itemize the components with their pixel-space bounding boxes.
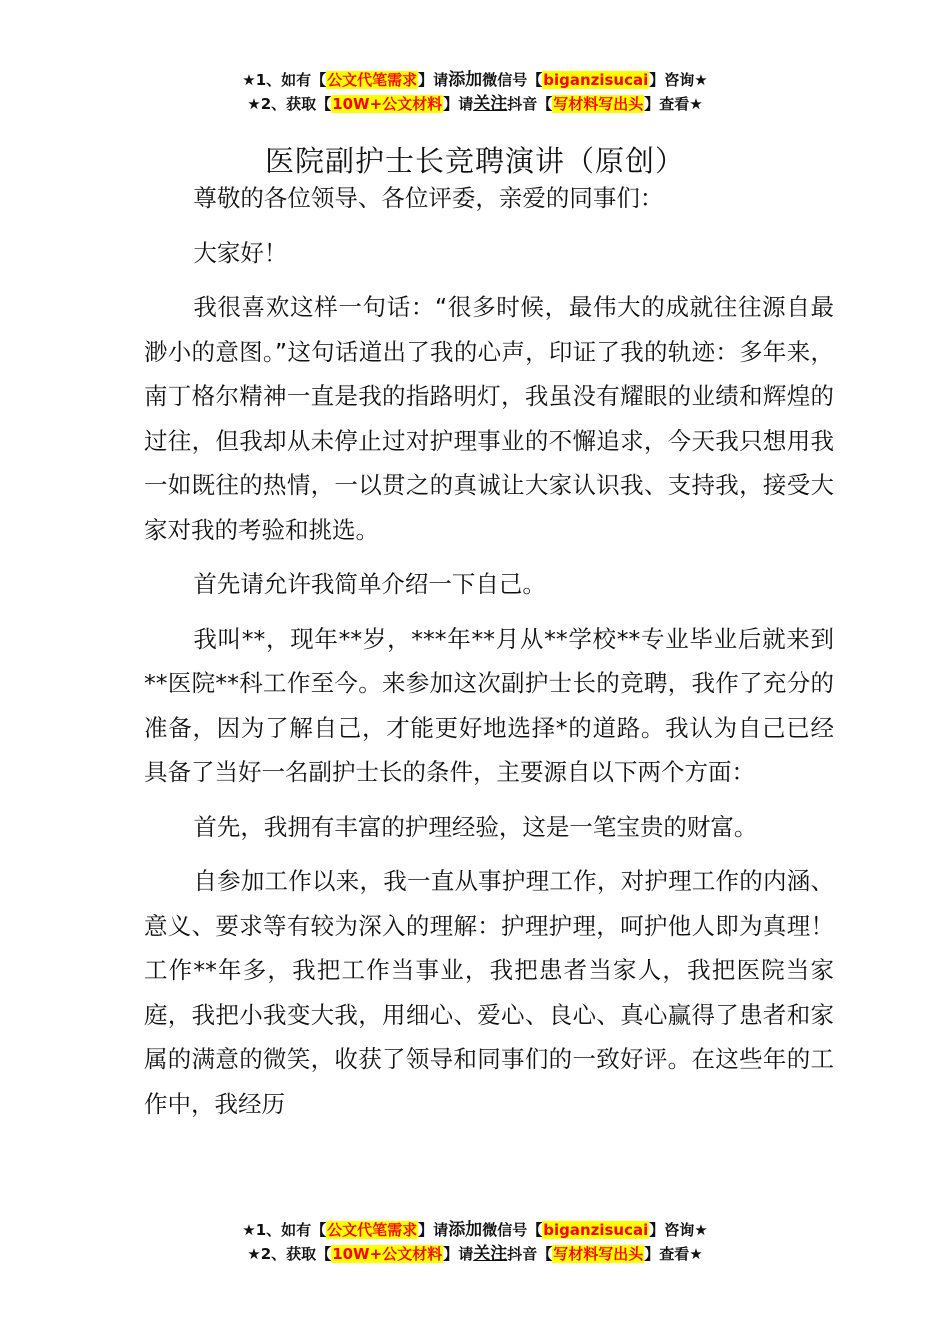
promo-text: 】咨询★ xyxy=(649,1221,708,1239)
promo-text: ★2、获取【 xyxy=(247,95,332,113)
promo-text: 抖音【 xyxy=(507,95,553,113)
paragraph-self-intro: 我叫**，现年**岁，***年**月从**学校**专业毕业后就来到**医院**科工作至今。来参加这次副护士长的竞聘，我作了充分的准备，因为了解自己，才能更好地选择*的道路。我认为自己已经具备了当好一名副护士长的条件，主要源自以下两个方面： xyxy=(144,624,834,786)
document-title: 医院副护士长竞聘演讲（原创） xyxy=(264,144,685,179)
paragraph-greeting: 大家好！ xyxy=(193,238,288,267)
bottom-promo-banner xyxy=(0,1218,950,1266)
promo-text: ★1、如有【 xyxy=(242,1221,327,1239)
top-promo-banner xyxy=(0,68,950,116)
promo-text: 】查看★ xyxy=(644,1245,703,1263)
promo-line-1 xyxy=(0,68,950,92)
promo-douyin-id: 写材料写出头 xyxy=(553,1245,644,1263)
paragraph-self-intro-lead: 首先请允许我简单介绍一下自己。 xyxy=(193,570,546,598)
promo-text: 】查看★ xyxy=(644,95,703,113)
promo-emphasis: 添加 xyxy=(448,70,483,90)
promo-text: 】请 xyxy=(418,1221,449,1239)
paragraph-salutation: 尊敬的各位领导、各位评委，亲爱的同事们： xyxy=(193,184,664,212)
promo-text: 】咨询★ xyxy=(649,71,708,89)
paragraph-intro: 我很喜欢这样一句话：“很多时候，最伟大的成就往往源自最渺小的意图。”这句话道出了我的心声，印证了我的轨迹：多年来，南丁格尔精神一直是我的指路明灯，我虽没有耀眼的业绩和辉煌的过往，但我却从未停止过对护理事业的不懈追求，今天我只想用我一如既往的热情，一以贯之的真诚让大家认识我、支持我，接受大家对我的考验和挑选。 xyxy=(144,293,834,544)
promo-line-2 xyxy=(0,92,950,116)
promo-text: 微信号【 xyxy=(482,1221,543,1239)
document-body xyxy=(144,176,834,1136)
promo-highlight: 公文代笔需求 xyxy=(327,71,418,89)
promo-text: 】请 xyxy=(443,95,474,113)
promo-douyin-id: 写材料写出头 xyxy=(553,95,644,113)
promo-line-2 xyxy=(0,1242,950,1266)
paragraph-point-one: 首先，我拥有丰富的护理经验，这是一笔宝贵的财富。 xyxy=(193,812,758,841)
promo-wechat-id: biganzisucai xyxy=(543,1221,649,1239)
promo-text: 微信号【 xyxy=(482,71,543,89)
promo-highlight: 10W+公文材料 xyxy=(332,1245,443,1263)
promo-highlight: 公文代笔需求 xyxy=(327,1221,418,1239)
promo-text: 】请 xyxy=(443,1245,474,1263)
promo-wechat-id: biganzisucai xyxy=(543,71,649,89)
promo-emphasis: 添加 xyxy=(448,1220,483,1240)
promo-emphasis: 关注 xyxy=(473,94,508,114)
promo-text: 】请 xyxy=(418,71,449,89)
promo-emphasis: 关注 xyxy=(473,1244,508,1264)
promo-highlight: 10W+公文材料 xyxy=(332,95,443,113)
promo-line-1 xyxy=(0,1218,950,1242)
promo-text: ★2、获取【 xyxy=(247,1245,332,1263)
promo-text: 抖音【 xyxy=(507,1245,553,1263)
promo-text: ★1、如有【 xyxy=(242,71,327,89)
paragraph-experience: 自参加工作以来，我一直从事护理工作，对护理工作的内涵、意义、要求等有较为深入的理解：护理护理，呵护他人即为真理！工作**年多，我把工作当事业，我把患者当家人，我把医院当家庭，我把小我变大我，用细心、爱心、良心、真心赢得了患者和家属的满意的微笑，收获了领导和同事们的一致好评。在这些年的工作中，我经历 xyxy=(144,867,834,1118)
